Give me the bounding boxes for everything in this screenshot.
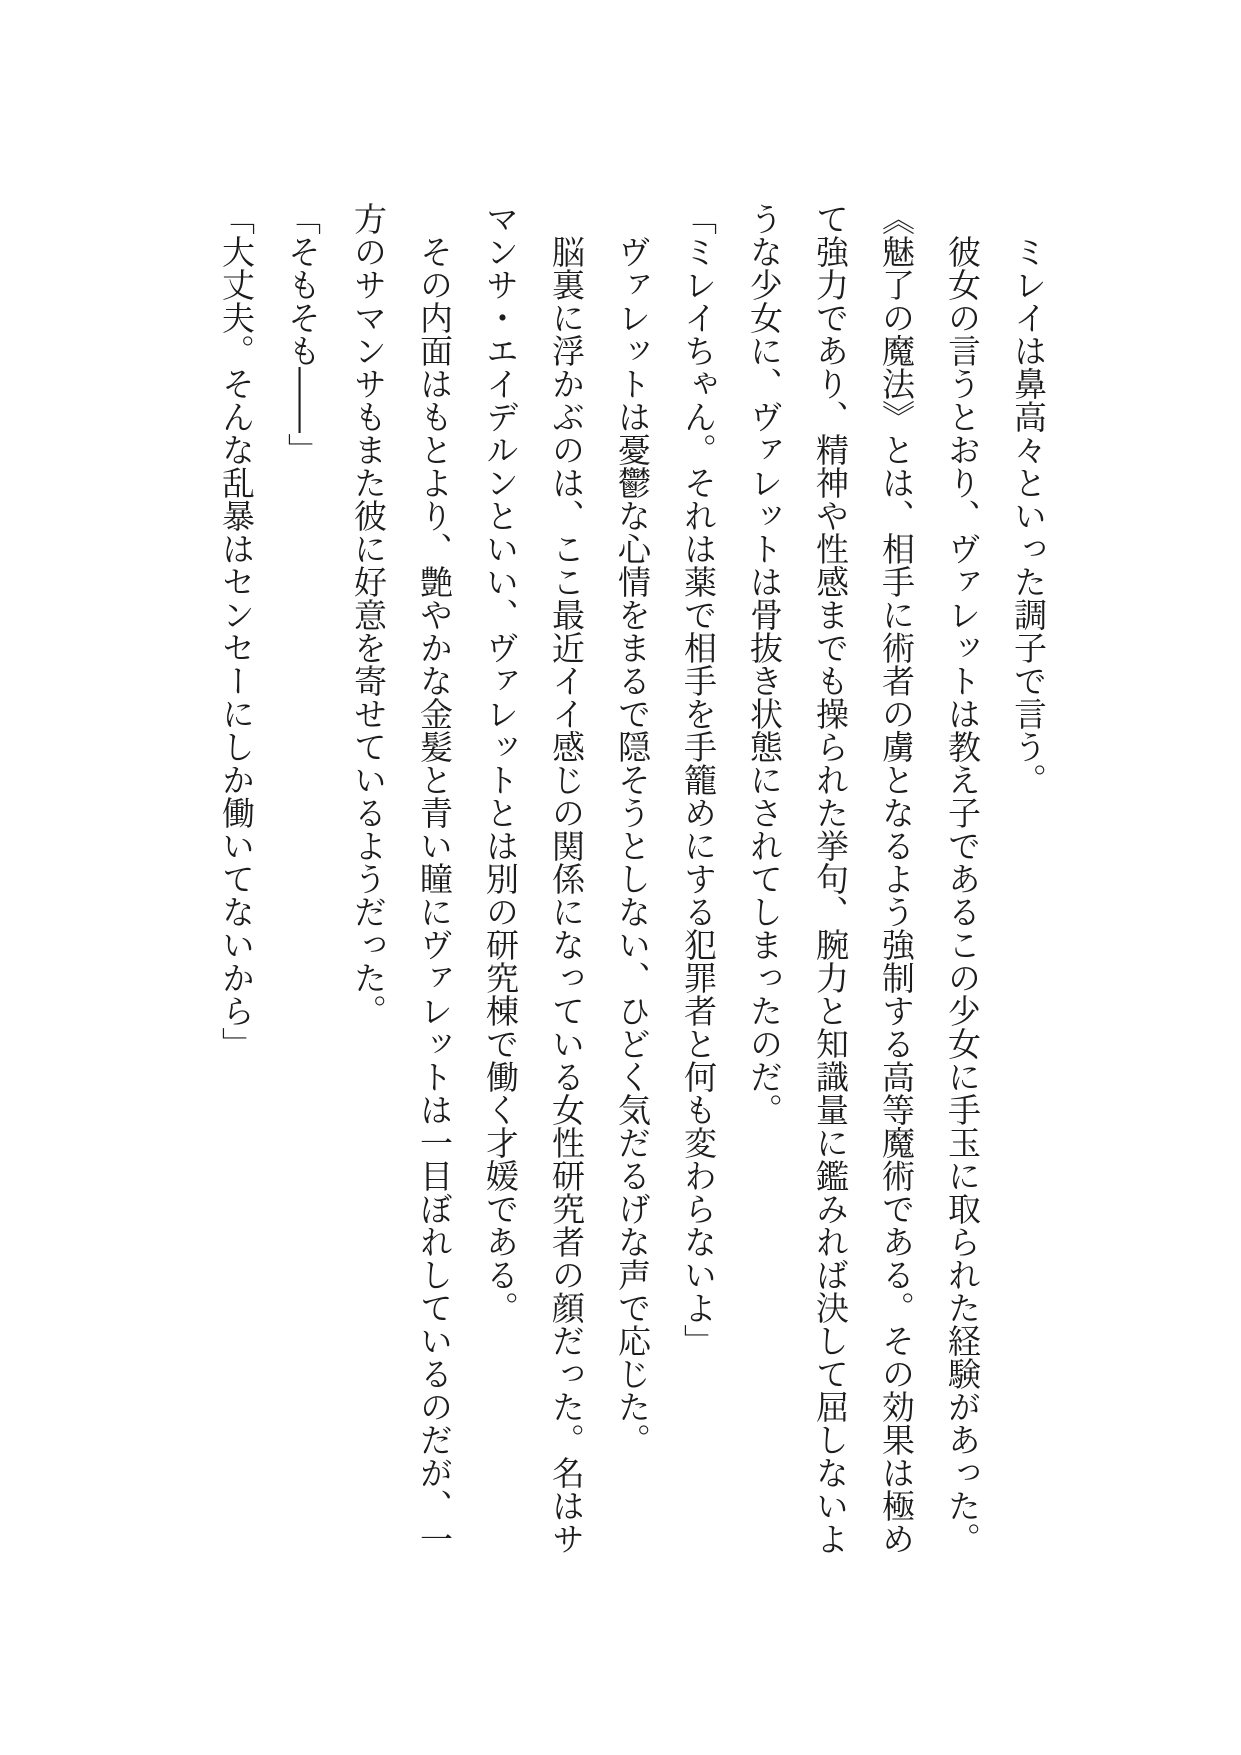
dialogue-paragraph: 「大丈夫。そんな乱暴はセンセーにしか働いてないから」: [217, 202, 256, 1060]
paragraph: ヴァレットは憂鬱な心情をまるで隠そうとしない、ひどく気だるげな声で応じた。: [613, 235, 652, 1456]
paragraph: 《魅了の魔法》とは、相手に術者の虜となるよう強制する高等魔術である。その効果は極めて強力であり、精神や性感までも操られた挙句、腕力と知識量に鑑みれば決して屈しないような少女に、ヴァレットは骨抜き状態にされてしまったのだ。: [745, 202, 916, 1555]
paragraph: 彼女の言うとおり、ヴァレットは教え子であるこの少女に手玉に取られた経験があった。: [943, 235, 982, 1555]
paragraph: 脳裏に浮かぶのは、ここ最近イイ感じの関係になっている女性研究者の顔だった。名はサマンサ・エイデルンといい、ヴァレットとは別の研究棟で働く才媛である。: [481, 202, 586, 1555]
dialogue-paragraph: 「そもそも――」: [283, 202, 322, 466]
vertical-text-block: [203, 202, 1061, 1555]
paragraph: その内面はもとより、艶やかな金髪と青い瞳にヴァレットは一目ぼれしているのだが、一方のサマンサもまた彼に好意を寄せているようだった。: [349, 202, 454, 1555]
paragraph: ミレイは鼻高々といった調子で言う。: [1009, 235, 1048, 796]
dialogue-paragraph: 「ミレイちゃん。それは薬で相手を手籠めにする犯罪者と何も変わらないよ」: [679, 202, 718, 1357]
